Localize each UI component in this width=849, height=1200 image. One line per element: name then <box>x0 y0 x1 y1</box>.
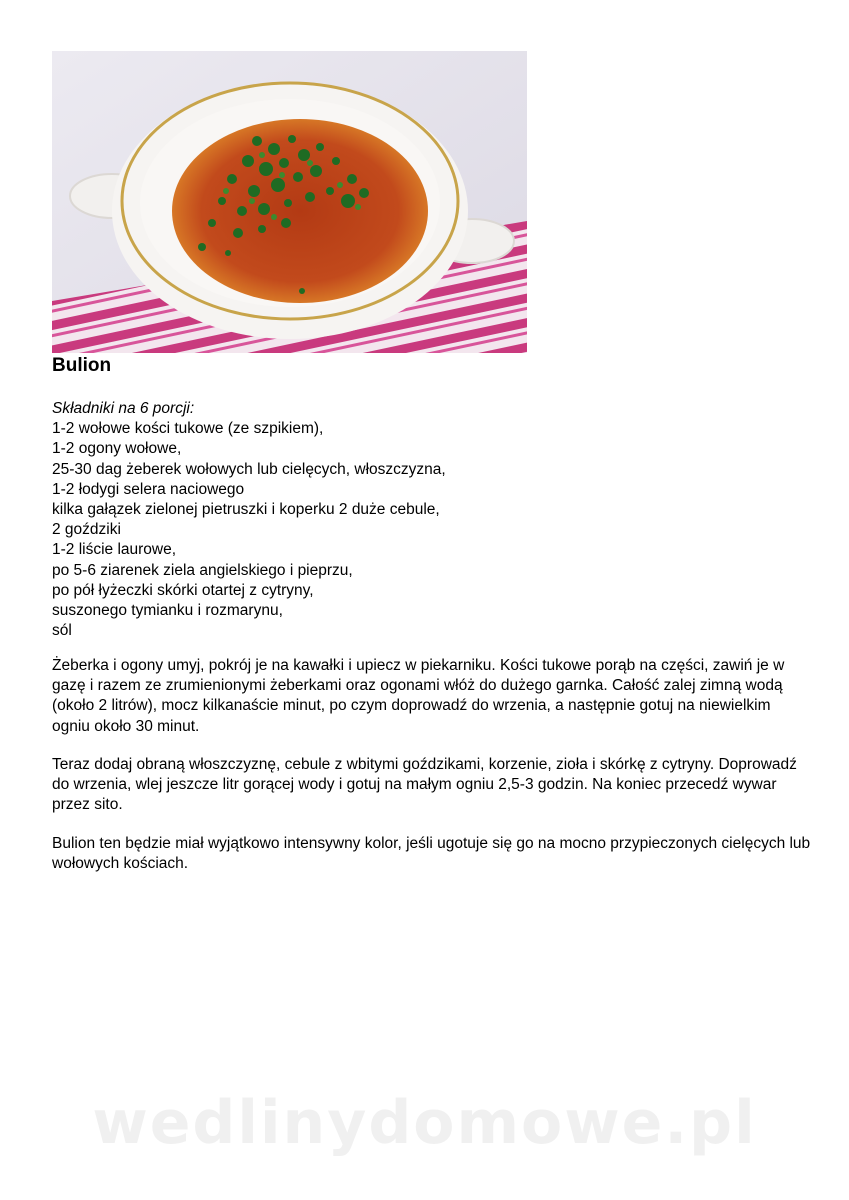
ingredients-list <box>52 399 446 641</box>
ingredient-item: 2 goździki <box>52 521 121 539</box>
ingredient-item: 25-30 dag żeberek wołowych lub cielęcych, włoszczyzna, <box>52 460 446 478</box>
ingredient-item: sól <box>52 622 72 640</box>
recipe-title: Bulion <box>52 355 112 376</box>
ingredient-item: po pół łyżeczki skórki otartej z cytryny, <box>52 581 314 599</box>
ingredient-item: 1-2 liście laurowe, <box>52 541 177 559</box>
instruction-paragraph-1: Żeberka i ogony umyj, pokrój je na kawałki i upiecz w piekarniku. Kości tukowe porąb na części, zawiń je w gazę i razem ze zrumienionymi żeberkami oraz ogonami włóż do dużego garnka. Całość zalej zimną wodą (około 2 litrów), mocz kilkanaście minut, po czym doprowadź do wrzenia, a następnie gotuj na niewielkim ogniu około 30 minut. <box>52 657 785 735</box>
ingredient-item: kilka gałązek zielonej pietruszki i koperku 2 duże cebule, <box>52 501 440 519</box>
ingredient-item: 1-2 łodygi selera naciowego <box>52 480 245 498</box>
soup-photo <box>52 51 527 353</box>
instruction-paragraph-3: Bulion ten będzie miał wyjątkowo intensywny kolor, jeśli ugotuje się go na mocno przypieczonych cielęcych lub wołowych kościach. <box>52 835 811 873</box>
watermark: wedlinydomowe.pl <box>92 1088 757 1158</box>
ingredient-item: po 5-6 ziarenek ziela angielskiego i pieprzu, <box>52 561 353 579</box>
soup-bowl-icon <box>52 51 527 353</box>
ingredient-item: 1-2 ogony wołowe, <box>52 440 182 458</box>
instruction-paragraph-2: Teraz dodaj obraną włoszczyznę, cebule z wbitymi goździkami, korzenie, zioła i skórkę z cytryny. Doprowadź do wrzenia, wlej jeszcze litr gorącej wody i gotuj na małym ogniu 2,5-3 godzin. Na koniec przecedź wywar przez sito. <box>52 756 797 814</box>
ingredients-heading: Składniki na 6 porcji: <box>52 400 195 417</box>
ingredient-item: 1-2 wołowe kości tukowe (ze szpikiem), <box>52 420 324 438</box>
ingredient-item: suszonego tymianku i rozmarynu, <box>52 602 283 620</box>
